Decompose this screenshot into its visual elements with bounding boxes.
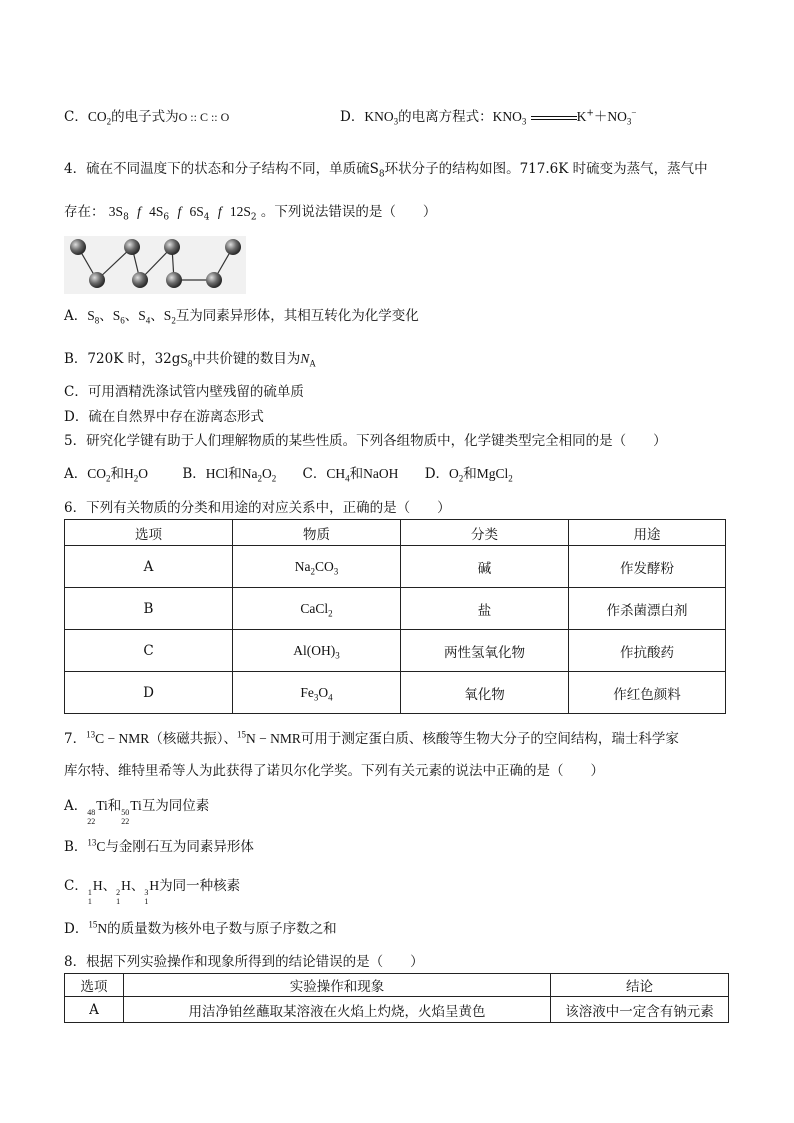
table-header: 选项 <box>65 520 233 546</box>
table-row: B CaCl$_2$ 盐 作杀菌漂白剂 <box>65 588 726 630</box>
table-header: 选项 <box>65 974 124 997</box>
q7-option-d: D．$^{15}$N的质量数为核外电子数与原子序数之和 <box>64 919 337 937</box>
table-header: 用途 <box>569 520 726 546</box>
q4-stem-line1: 4．硫在不同温度下的状态和分子结构不同，单质硫$S_8$环状分子的结构如图。717.6K 时硫变为蒸气，蒸气中 <box>64 161 708 180</box>
q4-option-d: D．硫在自然界中存在游离态形式 <box>64 409 264 425</box>
q7-stem-line1: 7．$^{13}$C − NMR（核磁共振）、$^{15}$N − NMR可用于测定蛋白质、核酸等生物大分子的空间结构，瑞士科学家 <box>64 729 679 747</box>
table-row: A 用洁净铂丝蘸取某溶液在火焰上灼烧，火焰呈黄色 该溶液中一定含有钠元素 <box>65 997 729 1023</box>
q5-options: A．$CO_2$和$H_2O$ B．HCl和$Na_2O_2$ C．$CH_4$和NaOH D．$O_2$和MgCl$_2$ <box>64 466 513 484</box>
sulfur-atom <box>124 239 140 255</box>
q7-stem-line2: 库尔特、维特里希等人为此获得了诺贝尔化学奖。下列有关元素的说法中正确的是（ ） <box>64 763 604 779</box>
q5-stem: 5．研究化学键有助于人们理解物质的某些性质。下列各组物质中，化学键类型完全相同的是（ ） <box>64 433 667 449</box>
q6-table <box>64 519 726 714</box>
table-row: C $Al(OH)_3$ 两性氢氧化物 作抗酸药 <box>65 630 726 672</box>
table-header: 物质 <box>233 520 401 546</box>
equals-arrow <box>531 113 577 123</box>
sulfur-atom <box>206 272 222 288</box>
q4-option-a: A．$S_8$、$S_6$、$S_4$、$S_2$互为同素异形体，其相互转化为化学变化 <box>64 308 419 326</box>
q7-option-c: C． 1 1 H、 2 1 H、 3 1 H为同一种核素 <box>64 878 241 906</box>
q4-option-b: B．720K 时，$32gS_8$中共价键的数目为$N_A$ <box>64 351 316 369</box>
sulfur-atom <box>166 272 182 288</box>
table-row: D $Fe_3O_4$ 氧化物 作红色颜料 <box>65 672 726 714</box>
sulfur-atom <box>89 272 105 288</box>
q4-option-c: C．可用酒精洗涤试管内壁残留的硫单质 <box>64 384 304 400</box>
table-row: A $Na_2CO_3$ 碱 作发酵粉 <box>65 546 726 588</box>
sulfur-atom <box>225 239 241 255</box>
q3-option-d: D．$KNO_3$的电离方程式：$KNO_3$ $K^++NO_3^-$ <box>340 107 637 127</box>
sulfur-atom <box>70 239 86 255</box>
table-header: 结论 <box>551 974 729 997</box>
q4-stem-line2: 存在： $3S_8$ f $4S_6$ f $6S_4$ f $12S_2$ 。下列说法错误的是（ ） <box>64 204 437 223</box>
sulfur-atom <box>164 239 180 255</box>
s8-molecule-figure <box>64 236 246 294</box>
q3-option-c: C．$CO_2$的电子式为O :: C :: O <box>64 109 230 127</box>
sulfur-atom <box>132 272 148 288</box>
q7-option-a: A． 48 22 Ti和 50 22 Ti互为同位素 <box>64 798 210 826</box>
q7-option-b: B．$^{13}$C与金刚石互为同素异形体 <box>64 837 254 855</box>
q8-table <box>64 973 729 1023</box>
q8-stem: 8．根据下列实验操作和现象所得到的结论错误的是（ ） <box>64 954 424 970</box>
q6-stem: 6．下列有关物质的分类和用途的对应关系中，正确的是（ ） <box>64 500 451 516</box>
table-header: 实验操作和现象 <box>124 974 551 997</box>
table-header: 分类 <box>401 520 569 546</box>
